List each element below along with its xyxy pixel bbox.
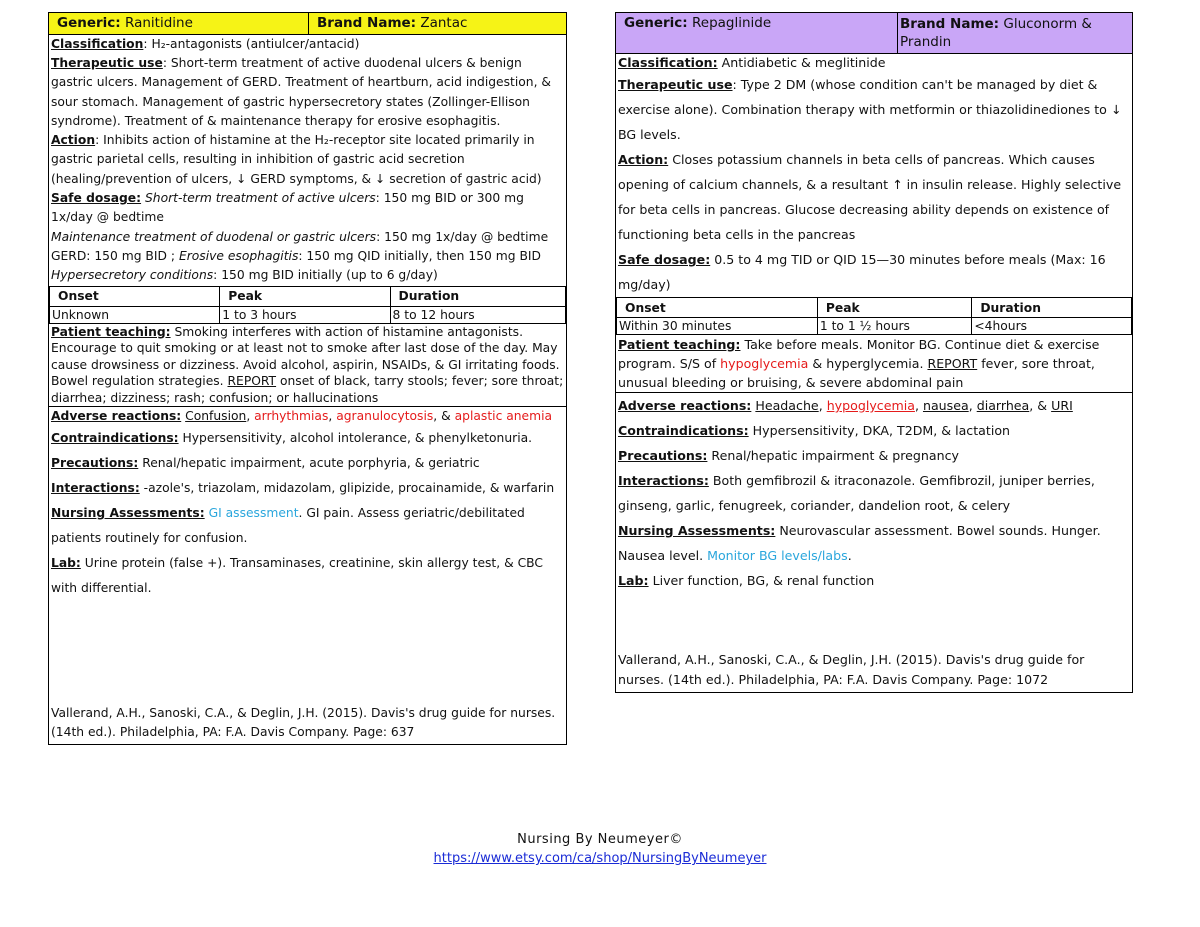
teaching-hypoglycemia: hypoglycemia (720, 356, 809, 371)
nursing-text-b: . (847, 548, 852, 563)
safe-dosage (51, 189, 564, 285)
generic-name: Repaglinide (692, 15, 772, 31)
classification-label: Classification (51, 37, 144, 51)
contra-label: Contraindications: (51, 431, 179, 446)
lab-label: Lab: (51, 556, 81, 571)
action-label: Action: (618, 152, 669, 167)
footer-credit: Nursing By Neumeyer© (517, 832, 683, 847)
therapeutic-use (51, 54, 564, 131)
interactions-text: -azole's, triazolam, midazolam, glipizide, procainamide, & warfarin (139, 481, 555, 496)
contra-text: Hypersensitivity, DKA, T2DM, & lactation (748, 423, 1011, 438)
teaching-text-a: Smoking interferes with action of histamine antagonists. Encourage to quit smoking or at least not to smoke after last dose of the day. May cause drowsiness or dizziness. Avoid alcohol, aspirin, NSAIDs, & GI irritating foods. Bowel regulation strategies. (51, 324, 560, 389)
report-text: REPORT (227, 374, 277, 389)
pharmacokinetics-table (616, 297, 1132, 335)
classification-text: : H₂-antagonists (antiulcer/antacid) (143, 37, 360, 51)
brand-cell (309, 13, 566, 34)
table-header-row (617, 298, 1132, 318)
brand-label: Brand Name: (900, 16, 1000, 32)
peak-value: 1 to 1 ½ hours (817, 318, 972, 335)
gi-assessment: GI assessment (208, 506, 299, 521)
adverse-hypoglycemia: hypoglycemia (826, 398, 915, 413)
peak-value: 1 to 3 hours (220, 306, 390, 323)
brand-name: Zantac (420, 15, 468, 31)
precautions-text: Renal/hepatic impairment, acute porphyria, & geriatric (138, 456, 480, 471)
nursing-label: Nursing Assessments: (51, 506, 205, 521)
dosage-3b: : 150 mg QID initially, then 150 mg BID (298, 248, 541, 263)
adverse-confusion: Confusion (185, 409, 247, 424)
dosage-3a: GERD: 150 mg BID ; (51, 248, 179, 263)
brand-name: Gluconorm & Prandin (900, 16, 1092, 50)
precautions-label: Precautions: (618, 448, 708, 463)
adverse-agranulocytosis: agranulocytosis (336, 409, 434, 424)
teaching-text-c: fever, sore throat, unusual bleeding or bruising, & severe abdominal pain (618, 356, 1095, 390)
adverse-aplastic-anemia: aplastic anemia (454, 409, 553, 424)
nursing-text-a: Neurovascular assessment. Bowel sounds. Hunger. Nausea level. (618, 523, 1101, 563)
card-header (49, 13, 566, 35)
table-row (50, 306, 566, 323)
duration-value: <4hours (972, 318, 1132, 335)
ranitidine-card (48, 12, 567, 745)
pharmacokinetics-table (49, 286, 566, 324)
lab-text: Liver function, BG, & renal function (648, 573, 875, 588)
interactions (51, 476, 564, 501)
lower-sections (49, 426, 566, 601)
precautions (51, 451, 564, 476)
therapeutic-text: : Short-term treatment of active duodenal ulcers & benign gastric ulcers. Management of GERD. Treatment of heartburn, acid indigestion, & sour stomach. Management of gastric hypersecretory states (Zollinger-Ellison syndrome). Treatment of & maintenance therapy for erosive esophagitis. (51, 56, 551, 128)
dosage-1-italic: Short-term treatment of active ulcers (144, 191, 376, 206)
dosage-text: 0.5 to 4 mg TID or QID 15—30 minutes before meals (Max: 16 mg/day) (618, 252, 1106, 292)
therapeutic-label: Therapeutic use (618, 77, 733, 92)
peak-header: Peak (817, 298, 972, 318)
safe-dosage (618, 247, 1130, 297)
dosage-label: Safe dosage: (618, 252, 711, 267)
table-header-row (50, 286, 566, 306)
onset-value: Within 30 minutes (617, 318, 818, 335)
adverse-uri: URI (1051, 398, 1073, 413)
generic-label: Generic: (624, 15, 688, 31)
action-label: Action (51, 133, 96, 148)
adverse-nausea: nausea (922, 398, 969, 413)
dosage-1: : 150 mg BID or 300 mg 1x/day @ bedtime (51, 191, 524, 225)
precautions-label: Precautions: (51, 456, 139, 471)
duration-value: 8 to 12 hours (390, 306, 565, 323)
therapeutic-text: : Type 2 DM (whose condition can't be managed by diet & exercise alone). Combination therapy with metformin or thiazolidinediones to ↓ BG levels. (618, 77, 1122, 142)
interactions-text: Both gemfibrozil & itraconazole. Gemfibrozil, juniper berries, ginseng, garlic, fenugreek, coriander, dandelion root, & celery (618, 473, 1095, 513)
card-body (49, 35, 566, 286)
citation: Vallerand, A.H., Sanoski, C.A., & Deglin, J.H. (2015). Davis's drug guide for nurses. (14th ed.). Philadelphia, PA: F.A. Davis Company. Page: 637 (51, 706, 556, 739)
peak-header: Peak (220, 286, 390, 306)
action-text: Closes potassium channels in beta cells of pancreas. Which causes opening of calcium channels, & a resultant ↑ in insulin release. Highly selective for beta cells in pancreas. Glucose decreasing ability depends on existence of functioning beta cells in the pancreas (618, 152, 1122, 242)
teaching-label: Patient teaching: (51, 324, 171, 339)
citation: Vallerand, A.H., Sanoski, C.A., & Deglin, J.H. (2015). Davis's drug guide for nurses. (14th ed.). Philadelphia, PA: F.A. Davis Company. Page: 1072 (618, 652, 1085, 687)
onset-value: Unknown (50, 306, 220, 323)
teaching-text-b: onset of black, tarry stools; fever; sore throat; diarrhea; dizziness; rash; confusion; or hallucinations (51, 374, 564, 405)
nursing-assessments (618, 518, 1130, 568)
report-text: REPORT (927, 356, 978, 371)
nursing-text: . GI pain. Assess geriatric/debilitated patients routinely for confusion. (51, 506, 525, 546)
brand-cell (898, 13, 1132, 53)
footer (0, 832, 1200, 866)
therapeutic-use (618, 72, 1130, 147)
duration-header: Duration (390, 286, 565, 306)
nursing-label: Nursing Assessments: (618, 523, 776, 538)
action (618, 147, 1130, 247)
dosage-2: : 150 mg 1x/day @ bedtime (376, 229, 549, 244)
dosage-3-italic: Erosive esophagitis (178, 248, 299, 263)
teaching-text-a: Take before meals. Monitor BG. Continue diet & exercise program. S/S of (618, 337, 1100, 371)
generic-cell (49, 13, 309, 34)
contraindications (51, 426, 564, 451)
lab-label: Lab: (618, 573, 649, 588)
adverse-reactions: Adverse reactions: Confusion, arrhythmias, agranulocytosis, & aplastic anemia (49, 406, 566, 426)
lab (51, 551, 564, 601)
lab (618, 568, 1130, 593)
dosage-4: : 150 mg BID initially (up to 6 g/day) (213, 268, 438, 283)
brand-label: Brand Name: (317, 15, 417, 31)
adverse-arrhythmias: arrhythmias (254, 409, 329, 424)
repaglinide-card (615, 12, 1133, 693)
adverse-reactions: Adverse reactions: Headache, hypoglycemia, nausea, diarrhea, & URI (618, 398, 1073, 413)
onset-header: Onset (617, 298, 818, 318)
monitor-bg: Monitor BG levels/labs (707, 548, 848, 563)
contra-label: Contraindications: (618, 423, 749, 438)
classification (51, 35, 564, 54)
adverse-label: Adverse reactions: (51, 409, 182, 424)
teaching-text-b: & hyperglycemia. (808, 356, 928, 371)
classification-label: Classification: (618, 55, 718, 70)
adverse-diarrhea: diarrhea (976, 398, 1030, 413)
action (51, 131, 564, 189)
interactions-label: Interactions: (51, 481, 140, 496)
adverse-headache: Headache (755, 398, 819, 413)
teaching-label: Patient teaching: (618, 337, 741, 352)
classification-text: Antidiabetic & meglitinide (717, 55, 886, 70)
classification (618, 54, 1130, 72)
therapeutic-label: Therapeutic use (51, 56, 163, 70)
nursing-assessments (51, 501, 564, 551)
contraindications (618, 418, 1130, 443)
table-row (617, 318, 1132, 335)
generic-label: Generic: (57, 15, 121, 31)
onset-header: Onset (50, 286, 220, 306)
interactions (618, 468, 1130, 518)
precautions-text: Renal/hepatic impairment & pregnancy (707, 448, 959, 463)
lab-text: Urine protein (false +). Transaminases, creatinine, skin allergy test, & CBC with differential. (51, 556, 543, 596)
precautions (618, 443, 1130, 468)
etsy-shop-link[interactable]: https://www.etsy.com/ca/shop/NursingByNeumeyer (433, 851, 767, 866)
action-text: : Inhibits action of histamine at the H₂-receptor site located primarily in gastric parietal cells, resulting in inhibition of gastric acid secretion (healing/prevention of ulcers, ↓ GERD symptoms, & ↓ secretion of gastric acid) (51, 133, 542, 186)
adverse-label: Adverse reactions: (618, 398, 752, 413)
dosage-2-italic: Maintenance treatment of duodenal or gastric ulcers (51, 229, 377, 244)
contra-text: Hypersensitivity, alcohol intolerance, & phenylketonuria. (178, 431, 533, 446)
card-body (616, 54, 1132, 297)
duration-header: Duration (972, 298, 1132, 318)
card-header (616, 13, 1132, 54)
patient-teaching (616, 335, 1132, 392)
dosage-label: Safe dosage: (51, 191, 142, 206)
generic-name: Ranitidine (125, 15, 193, 31)
dosage-4-italic: Hypersecretory conditions (51, 268, 214, 283)
patient-teaching (49, 324, 566, 407)
interactions-label: Interactions: (618, 473, 709, 488)
lower-sections (616, 392, 1132, 593)
generic-cell (616, 13, 898, 53)
